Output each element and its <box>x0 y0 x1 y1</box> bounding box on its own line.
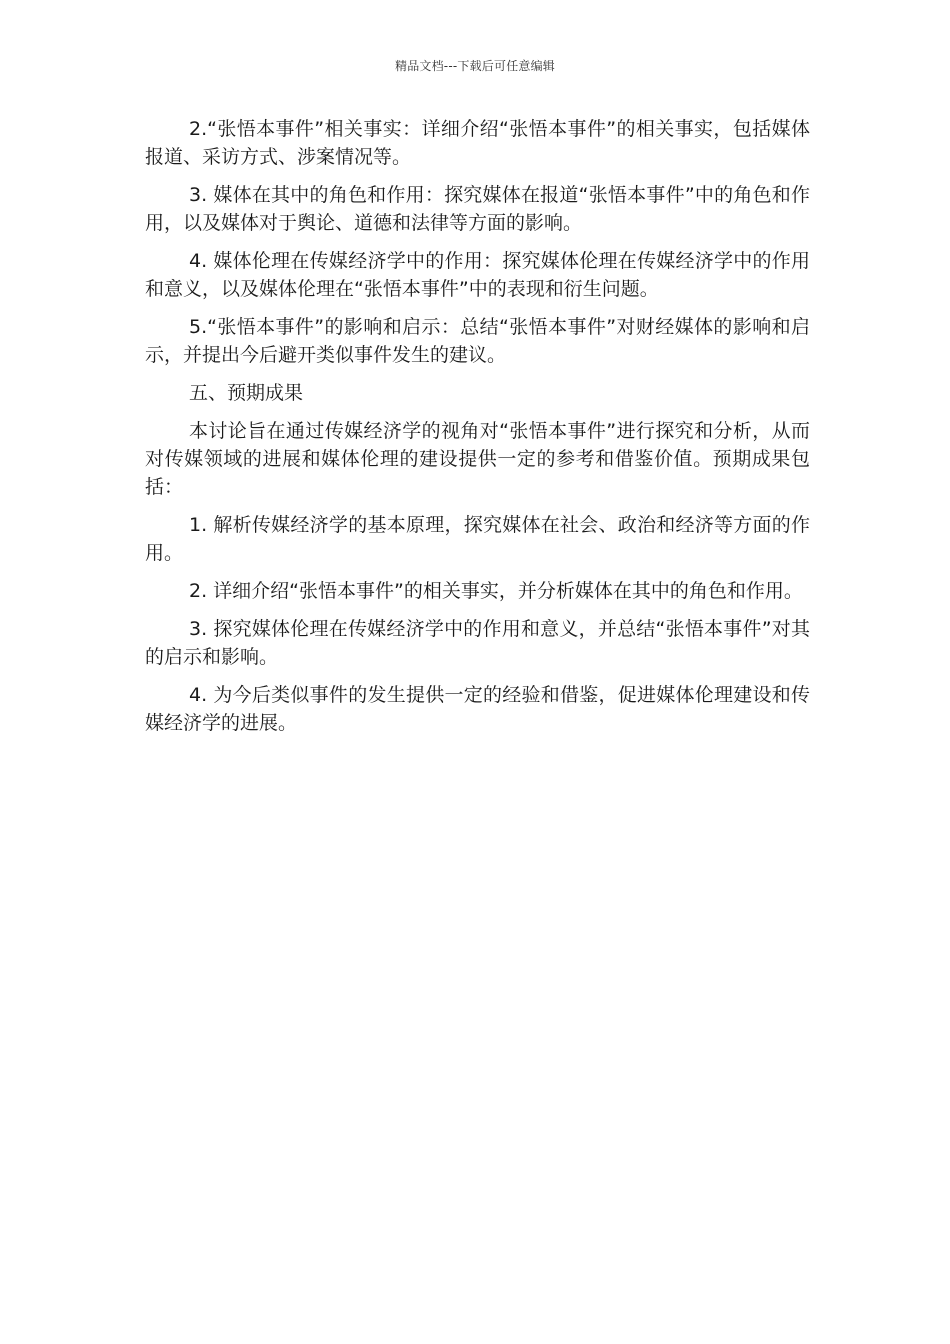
header-note: 精品文档---下载后可任意编辑 <box>395 59 555 73</box>
paragraph-item-5-impact: 5.“张悟本事件”的影响和启示：总结“张悟本事件”对财经媒体的影响和启示，并提出今后避开类似事件发生的建议。 <box>145 316 810 366</box>
result-item-2: 2. 详细介绍“张悟本事件”的相关事实，并分析媒体在其中的角色和作用。 <box>189 580 803 602</box>
result-item-3: 3. 探究媒体伦理在传媒经济学中的作用和意义，并总结“张悟本事件”对其的启示和影响。 <box>145 618 810 668</box>
result-item-1: 1. 解析传媒经济学的基本原理，探究媒体在社会、政治和经济等方面的作用。 <box>145 514 810 564</box>
paragraph-intro-expected-results: 本讨论旨在通过传媒经济学的视角对“张悟本事件”进行探究和分析，从而对传媒领域的进展和媒体伦理的建设提供一定的参考和借鉴价值。预期成果包括： <box>145 420 810 498</box>
paragraph-item-2-facts: 2.“张悟本事件”相关事实：详细介绍“张悟本事件”的相关事实，包括媒体报道、采访方式、涉案情况等。 <box>145 118 810 168</box>
section-heading-expected-results: 五、预期成果 <box>189 382 304 404</box>
paragraph-item-4-media-ethics: 4. 媒体伦理在传媒经济学中的作用：探究媒体伦理在传媒经济学中的作用和意义，以及媒体伦理在“张悟本事件”中的表现和衍生问题。 <box>145 250 810 300</box>
paragraph-item-3-media-role: 3. 媒体在其中的角色和作用：探究媒体在报道“张悟本事件”中的角色和作用，以及媒体对于舆论、道德和法律等方面的影响。 <box>145 184 810 234</box>
document-body <box>145 115 810 747</box>
result-item-4: 4. 为今后类似事件的发生提供一定的经验和借鉴，促进媒体伦理建设和传媒经济学的进展。 <box>145 684 810 734</box>
